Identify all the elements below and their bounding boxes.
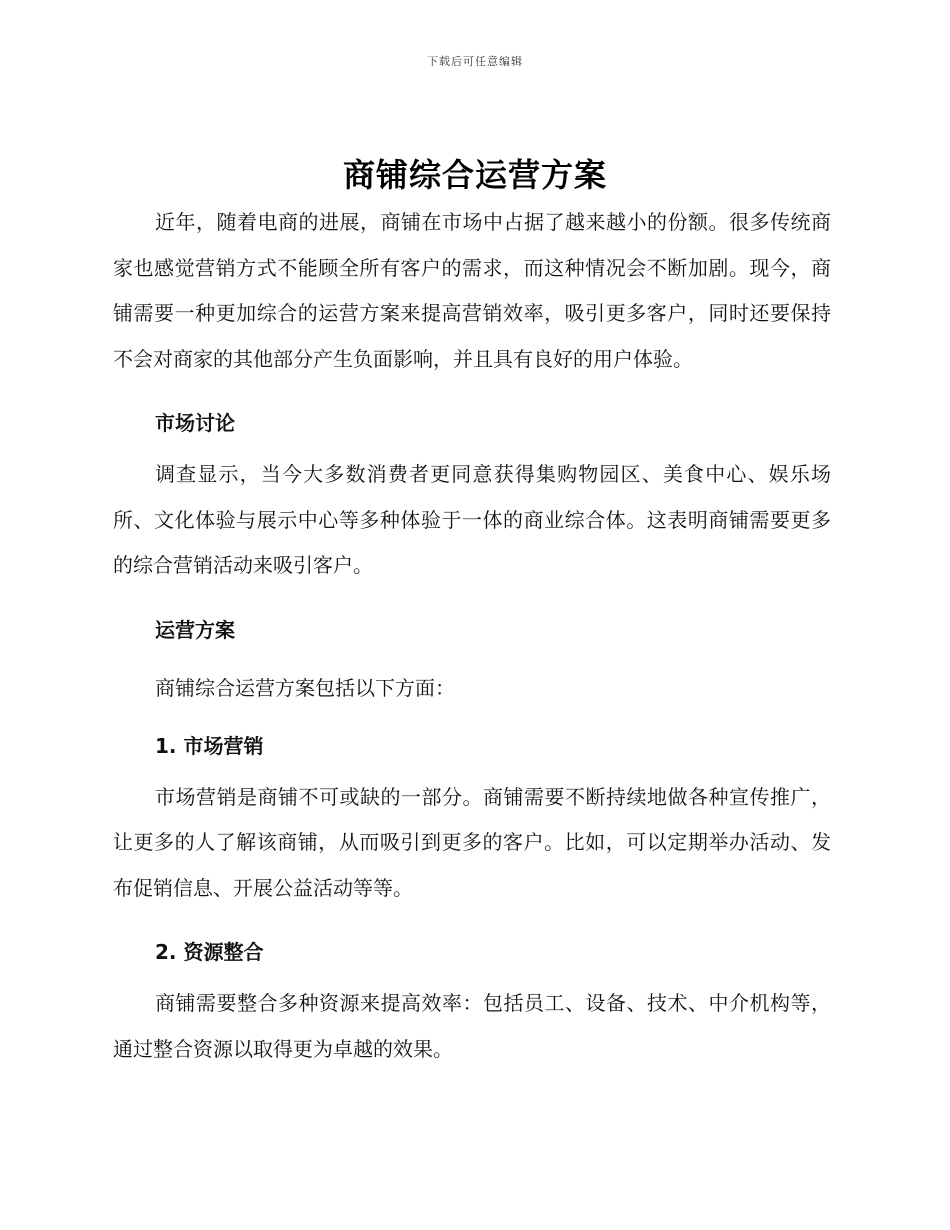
section-heading-operation-plan: 运营方案 xyxy=(155,617,235,642)
section-heading-market-research: 市场讨论 xyxy=(155,411,235,435)
section-body-marketing: 市场营销是商铺不可或缺的一部分。商铺需要不断持续地做各种宣传推广，让更多的人了解该商铺，从而吸引到更多的客户。比如，可以定期举办活动、发布促销信息、开展公益活动等等。 xyxy=(113,784,831,900)
section-heading-marketing: 1. 市场营销 xyxy=(155,733,264,758)
document-body xyxy=(113,200,831,1072)
page-header-note: 下载后可任意编辑 xyxy=(427,55,523,68)
section-body-operation-plan: 商铺综合运营方案包括以下方面： xyxy=(155,675,455,700)
intro-paragraph: 近年，随着电商的进展，商铺在市场中占据了越来越小的份额。很多传统商家也感觉营销方式不能顾全所有客户的需求，而这种情况会不断加剧。现今，商铺需要一种更加综合的运营方案来提高营销效率，吸引更多客户，同时还要保持不会对商家的其他部分产生负面影响，并且具有良好的用户体验。 xyxy=(113,210,831,371)
section-body-resource-integration: 商铺需要整合多种资源来提高效率：包括员工、设备、技术、中介机构等，通过整合资源以取得更为卓越的效果。 xyxy=(113,991,831,1061)
section-body-market-research: 调查显示，当今大多数消费者更同意获得集购物园区、美食中心、娱乐场所、文化体验与展示中心等多种体验于一体的商业综合体。这表明商铺需要更多的综合营销活动来吸引客户。 xyxy=(113,462,831,577)
document-title: 商铺综合运营方案 xyxy=(342,156,607,194)
section-heading-resource-integration: 2. 资源整合 xyxy=(155,940,264,964)
